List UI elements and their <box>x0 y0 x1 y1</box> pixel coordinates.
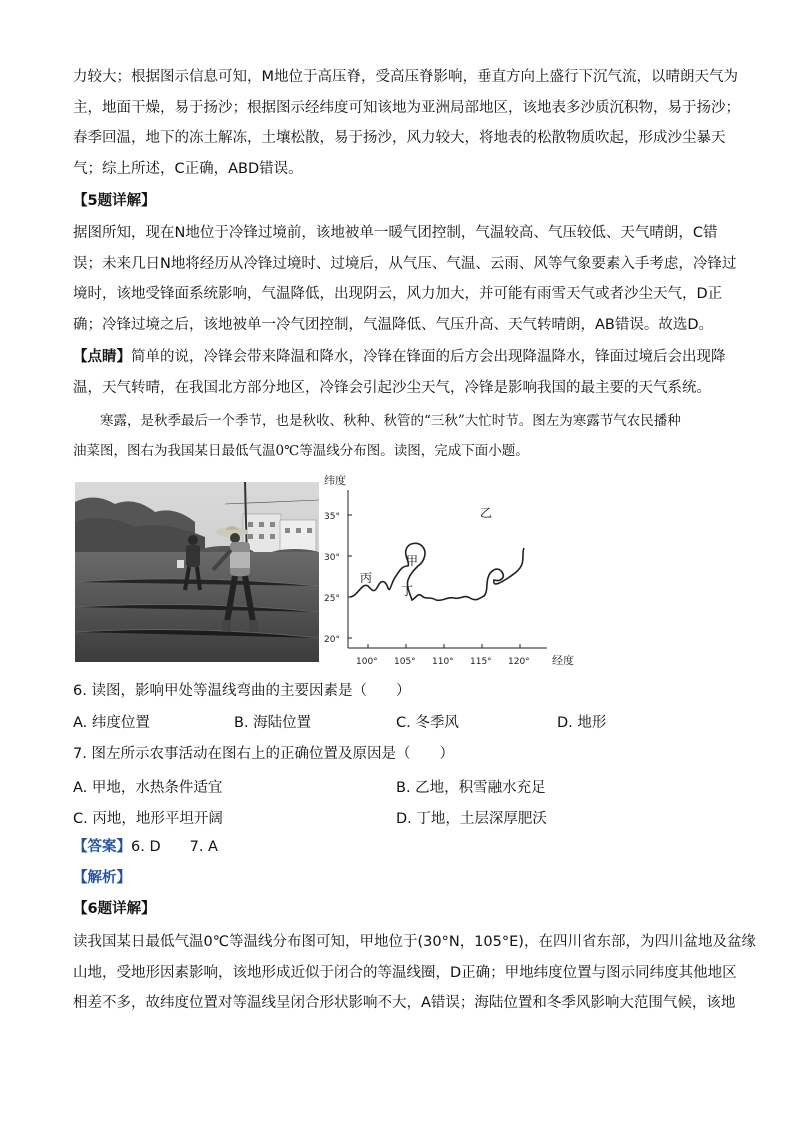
paragraph-q6 <box>73 927 756 1019</box>
answer-line <box>73 832 723 863</box>
isotherm-map <box>322 470 584 670</box>
x-tick-label: 110° <box>432 657 454 667</box>
q7-stem: 7. 图左所示农事活动在图右上的正确位置及原因是（ ） <box>73 746 454 762</box>
q6-option-d[interactable]: D. 地形 <box>557 715 607 731</box>
q6-option-b[interactable]: B. 海陆位置 <box>234 715 312 731</box>
y-tick-label: 25° <box>324 594 340 604</box>
answer-tag: 【答案】 <box>73 839 131 855</box>
q7-option-c[interactable]: C. 丙地，地形平坦开阔 <box>73 811 223 827</box>
text-line: 力较大；根据图示信息可知，M地位于高压脊，受高压脊影响，垂直方向上盛行下沉气流，以晴朗天气为 <box>73 69 739 85</box>
text-line: 寒露，是秋季最后一个季节，也是秋收、秋种、秋管的“三秋”大忙时节。图左为寒露节气农民播种 <box>100 413 681 429</box>
q7-option-b[interactable]: B. 乙地，积雪融水充足 <box>396 780 546 796</box>
note-tag: 【点睛】 <box>73 349 131 365</box>
y-tick-label: 35° <box>324 512 340 522</box>
text-line: 温，天气转晴，在我国北方部分地区，冷锋会引起沙尘天气，冷锋是影响我国的最主要的天气系统。 <box>73 379 711 396</box>
q6-option-c[interactable]: C. 冬季风 <box>396 715 459 731</box>
question-intro <box>73 406 720 466</box>
analysis-heading: 【解析】 <box>73 870 131 886</box>
text-line: 读我国某日最低气温0℃等温线分布图可知，甲地位于(30°N，105°E)，在四川省东部，为四川盆地及盆缘 <box>73 934 756 950</box>
isotherm-line <box>350 543 524 600</box>
text-line: 简单的说，冷锋会带来降温和降水，冷锋在锋面的后方会出现降温降水，锋面过境后会出现降 <box>131 349 726 365</box>
y-axis-title: 纬度 <box>324 474 346 487</box>
text-line: 确；冷锋过境之后，该地被单一冷气团控制，气温降低、气压升高、天气转晴朗，AB错误。故选D。 <box>73 316 714 333</box>
x-axis-title: 经度 <box>552 654 574 667</box>
q7-option-a[interactable]: A. 甲地，水热条件适宜 <box>73 780 223 796</box>
text-line: 春季回温，地下的冻土解冻，土壤松散，易于扬沙，风力较大，将地表的松散物质吹起，形成沙尘暴天 <box>73 130 726 146</box>
x-tick-label: 100° <box>356 657 378 667</box>
text-line: 油菜图，图右为我国某日最低气温0℃等温线分布图。读图，完成下面小题。 <box>73 443 529 459</box>
text-line: 相差不多，故纬度位置对等温线呈闭合形状影响不大，A错误；海陆位置和冬季风影响大范围气候，该地 <box>73 995 736 1011</box>
q7-option-d[interactable]: D. 丁地，土层深厚肥沃 <box>396 811 547 827</box>
y-tick-label: 20° <box>324 635 340 645</box>
x-tick-label: 115° <box>470 657 492 667</box>
text-line: 据图所知，现在N地位于冷锋过境前，该地被单一暖气团控制，气温较高、气压较低、天气晴朗，C错 <box>73 225 718 241</box>
q6-stem: 6. 读图，影响甲处等温线弯曲的主要因素是（ ） <box>73 683 411 699</box>
paragraph-top <box>73 62 740 184</box>
text-line: 气；综上所述，C正确，ABD错误。 <box>73 160 303 177</box>
text-line: 主，地面干燥，易于扬沙；根据图示经纬度可知该地为亚洲局部地区，该地表多沙质沉积物，易于扬沙； <box>73 99 740 116</box>
region-label-yi: 乙 <box>480 506 493 520</box>
x-tick-label: 120° <box>508 657 530 667</box>
x-tick-label: 105° <box>394 657 416 667</box>
text-line: 境时，该地受锋面系统影响，气温降低，出现阴云，风力加大，并可能有雨雪天气或者沙尘天气，D正 <box>73 286 723 302</box>
region-label-ding: 丁 <box>401 584 414 598</box>
q5-heading: 【5题详解】 <box>73 193 156 209</box>
text-line: 山地，受地形因素影响，该地形成近似于闭合的等温线圈，D正确；甲地纬度位置与图示同纬度其他地区 <box>73 964 737 981</box>
paragraph-q5 <box>73 218 737 340</box>
q6-heading: 【6题详解】 <box>73 901 156 917</box>
region-label-jia: 甲 <box>406 554 419 568</box>
y-tick-label: 30° <box>324 553 340 563</box>
q6-option-a[interactable]: A. 纬度位置 <box>73 715 150 731</box>
text-line: 误；未来几日N地将经历从冷锋过境时、过境后，从气压、气温、云雨、风等气象要素入手考虑，冷锋过 <box>73 255 737 272</box>
region-label-bing: 丙 <box>360 571 373 585</box>
farmers-sowing-photo <box>75 482 319 662</box>
paragraph-note <box>73 342 726 403</box>
answer-text: 6. D 7. A <box>131 839 218 855</box>
